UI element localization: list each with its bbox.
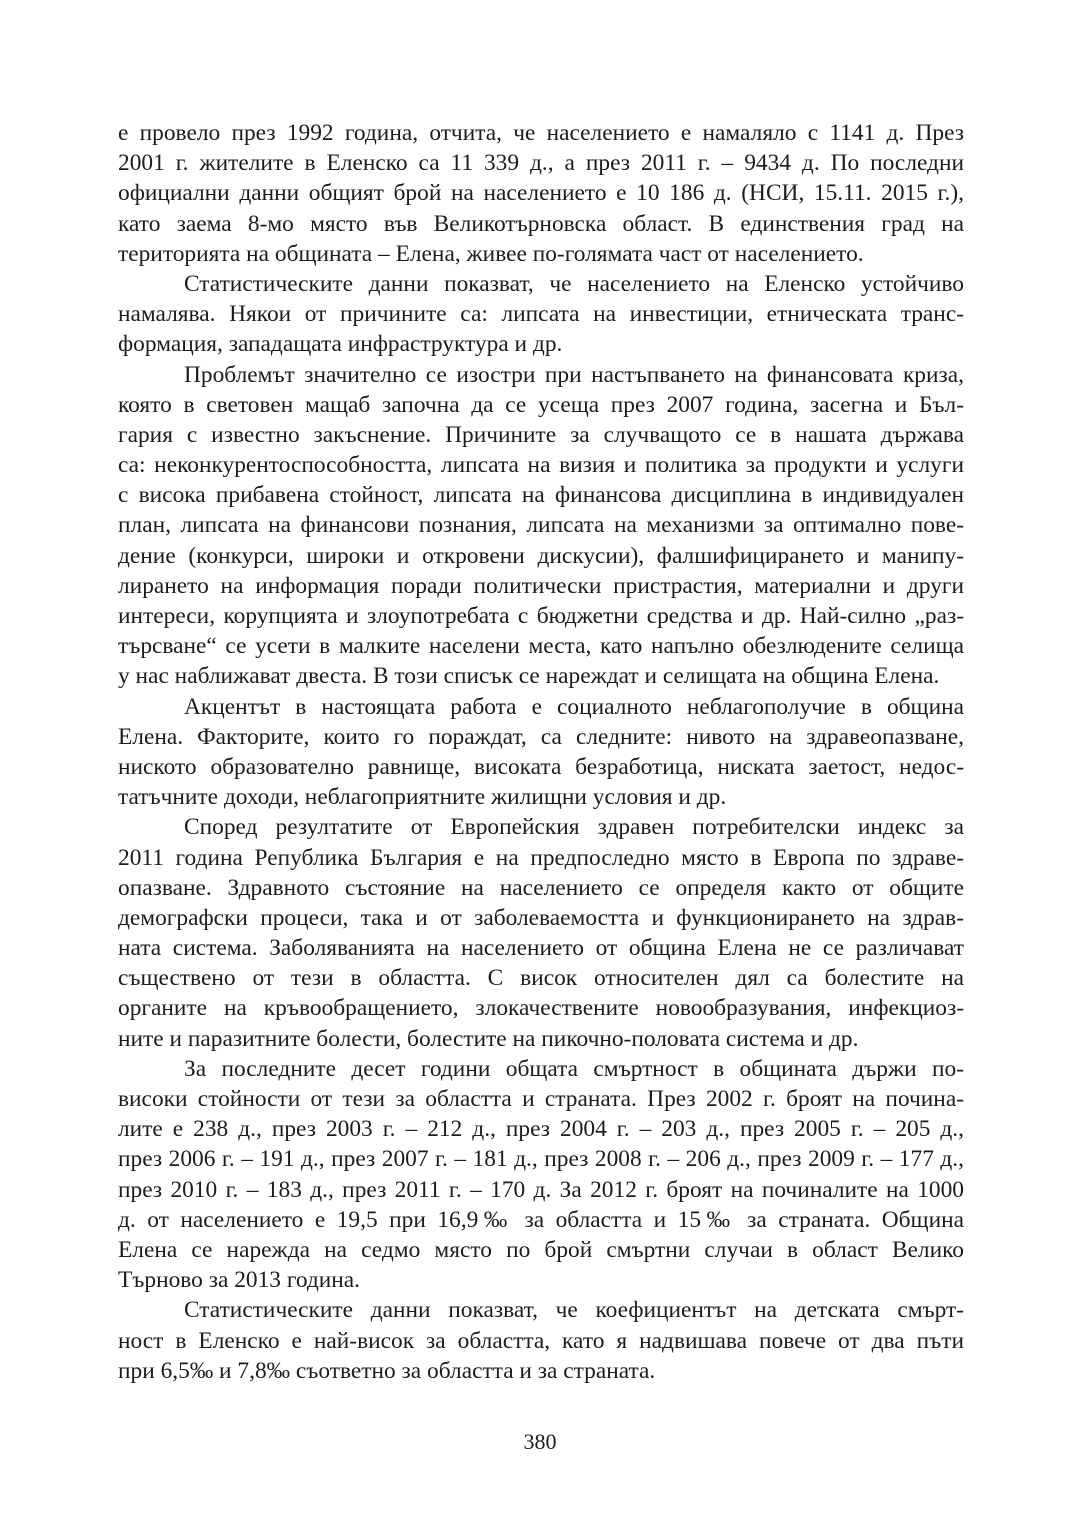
text-line: д. от населението е 19,5 при 16,9‰ за областта и 15‰ за страната. Община bbox=[118, 1206, 964, 1233]
text-line: Статистическите данни показват, че коефициентът на детската смърт- bbox=[184, 1297, 964, 1324]
text-line: ниското образователно равнище, високата безработица, ниската заетост, недос- bbox=[118, 753, 964, 780]
text-line: официални данни общият брой на населението е 10 186 д. (НСИ, 15.11. 2015 г.), bbox=[118, 180, 964, 207]
text-line: Елена се нарежда на седмо място по брой смъртни случаи в област Велико bbox=[118, 1236, 964, 1263]
paragraph bbox=[118, 1054, 964, 1296]
text-line: Според резултатите от Европейския здравен потребителски индекс за bbox=[184, 814, 964, 841]
text-line: е провело през 1992 година, отчита, че населението е намаляло с 1141 д. През bbox=[118, 120, 964, 146]
text-line: намалява. Някои от причините са: липсата на инвестиции, етническата транс- bbox=[118, 301, 964, 328]
text-line: 2011 година Република България е на предпоследно място в Европа по здраве- bbox=[118, 844, 964, 871]
paragraph bbox=[118, 1295, 964, 1386]
paragraph bbox=[118, 692, 964, 813]
text-line: ната система. Заболяванията на населението от община Елена не се различават bbox=[118, 935, 964, 962]
text-line: съществено от тези в областта. С висок относителен дял са болестите на bbox=[118, 965, 964, 992]
text-line: опазване. Здравното състояние на населението се определя както от общите bbox=[118, 874, 964, 901]
text-line: като заема 8-мо място във Великотърновска област. В единствения град на bbox=[118, 210, 964, 237]
text-line: За последните десет години общата смъртност в общината държи по- bbox=[184, 1055, 964, 1082]
paragraph bbox=[118, 118, 964, 269]
text-line: с висока прибавена стойност, липсата на финансова дисциплина в индивидуален bbox=[118, 482, 964, 509]
text-line: гария с известно закъснение. Причините за случващото се в нашата държава bbox=[118, 421, 964, 448]
text-line: Статистическите данни показват, че населението на Еленско устойчиво bbox=[184, 270, 964, 297]
text-line: територията на общината – Елена, живее по-голямата част от населението. bbox=[118, 240, 864, 267]
text-line: 2001 г. жителите в Еленско са 11 339 д., а през 2011 г. – 9434 д. По последни bbox=[118, 150, 964, 177]
text-line: татъчните доходи, неблагоприятните жилищни условия и др. bbox=[118, 784, 727, 811]
text-line: лите е 238 д., през 2003 г. – 212 д., през 2004 г. – 203 д., през 2005 г. – 205 д., bbox=[118, 1116, 964, 1143]
text-line: интереси, корупцията и злоупотребата с бюджетни средства и др. Най-силно „раз- bbox=[118, 603, 964, 629]
text-line: която в световен мащаб започна да се усеща през 2007 година, засегна и Бъл- bbox=[118, 391, 964, 418]
text-line: търсване“ се усети в малките населени места, като напълно обезлюдените селища bbox=[118, 633, 964, 660]
text-line: органите на кръвообращението, злокачествените новообразувания, инфекциоз- bbox=[118, 995, 964, 1022]
text-line: ност в Еленско е най-висок за областта, като я надвишава повече от два пъти bbox=[118, 1327, 964, 1354]
text-line: Търново за 2013 година. bbox=[118, 1267, 361, 1294]
paragraph bbox=[118, 269, 964, 360]
text-line: през 2010 г. – 183 д., през 2011 г. – 170 д. За 2012 г. броят на починалите на 1000 bbox=[118, 1176, 964, 1203]
text-line: ните и паразитните болести, болестите на пикочно-половата система и др. bbox=[118, 1025, 859, 1052]
text-line: дение (конкурси, широки и откровени дискусии), фалшифицирането и манипу- bbox=[118, 542, 964, 569]
text-line: Проблемът значително се изостри при настъпването на финансовата криза, bbox=[184, 361, 964, 388]
body-text bbox=[118, 118, 964, 1386]
text-line: план, липсата на финансови познания, липсата на механизми за оптимално пове- bbox=[118, 512, 964, 539]
text-line: при 6,5‰ и 7,8‰ съответно за областта и за страната. bbox=[118, 1357, 656, 1384]
text-line: през 2006 г. – 191 д., през 2007 г. – 181 д., през 2008 г. – 206 д., през 2009 г. – 177 д., bbox=[118, 1146, 964, 1173]
text-line: демографски процеси, така и от заболеваемостта и функционирането на здрав- bbox=[118, 904, 964, 931]
page-number: 380 bbox=[523, 1429, 557, 1454]
text-line: Акцентът в настоящата работа е социалното неблагополучие в община bbox=[184, 693, 964, 720]
text-line: са: неконкурентоспособността, липсата на визия и политика за продукти и услуги bbox=[118, 452, 964, 479]
text-line: формация, западащата инфраструктура и др. bbox=[118, 331, 563, 358]
text-line: лирането на информация поради политически пристрастия, материални и други bbox=[118, 572, 964, 599]
text-line: високи стойности от тези за областта и страната. През 2002 г. броят на почина- bbox=[118, 1086, 964, 1112]
text-line: Елена. Факторите, които го пораждат, са следните: нивото на здравеопазване, bbox=[118, 723, 964, 750]
text-line: у нас наближават двеста. В този списък се нареждат и селищата на община Елена. bbox=[118, 663, 940, 690]
paragraph bbox=[118, 360, 964, 692]
paragraph bbox=[118, 812, 964, 1054]
